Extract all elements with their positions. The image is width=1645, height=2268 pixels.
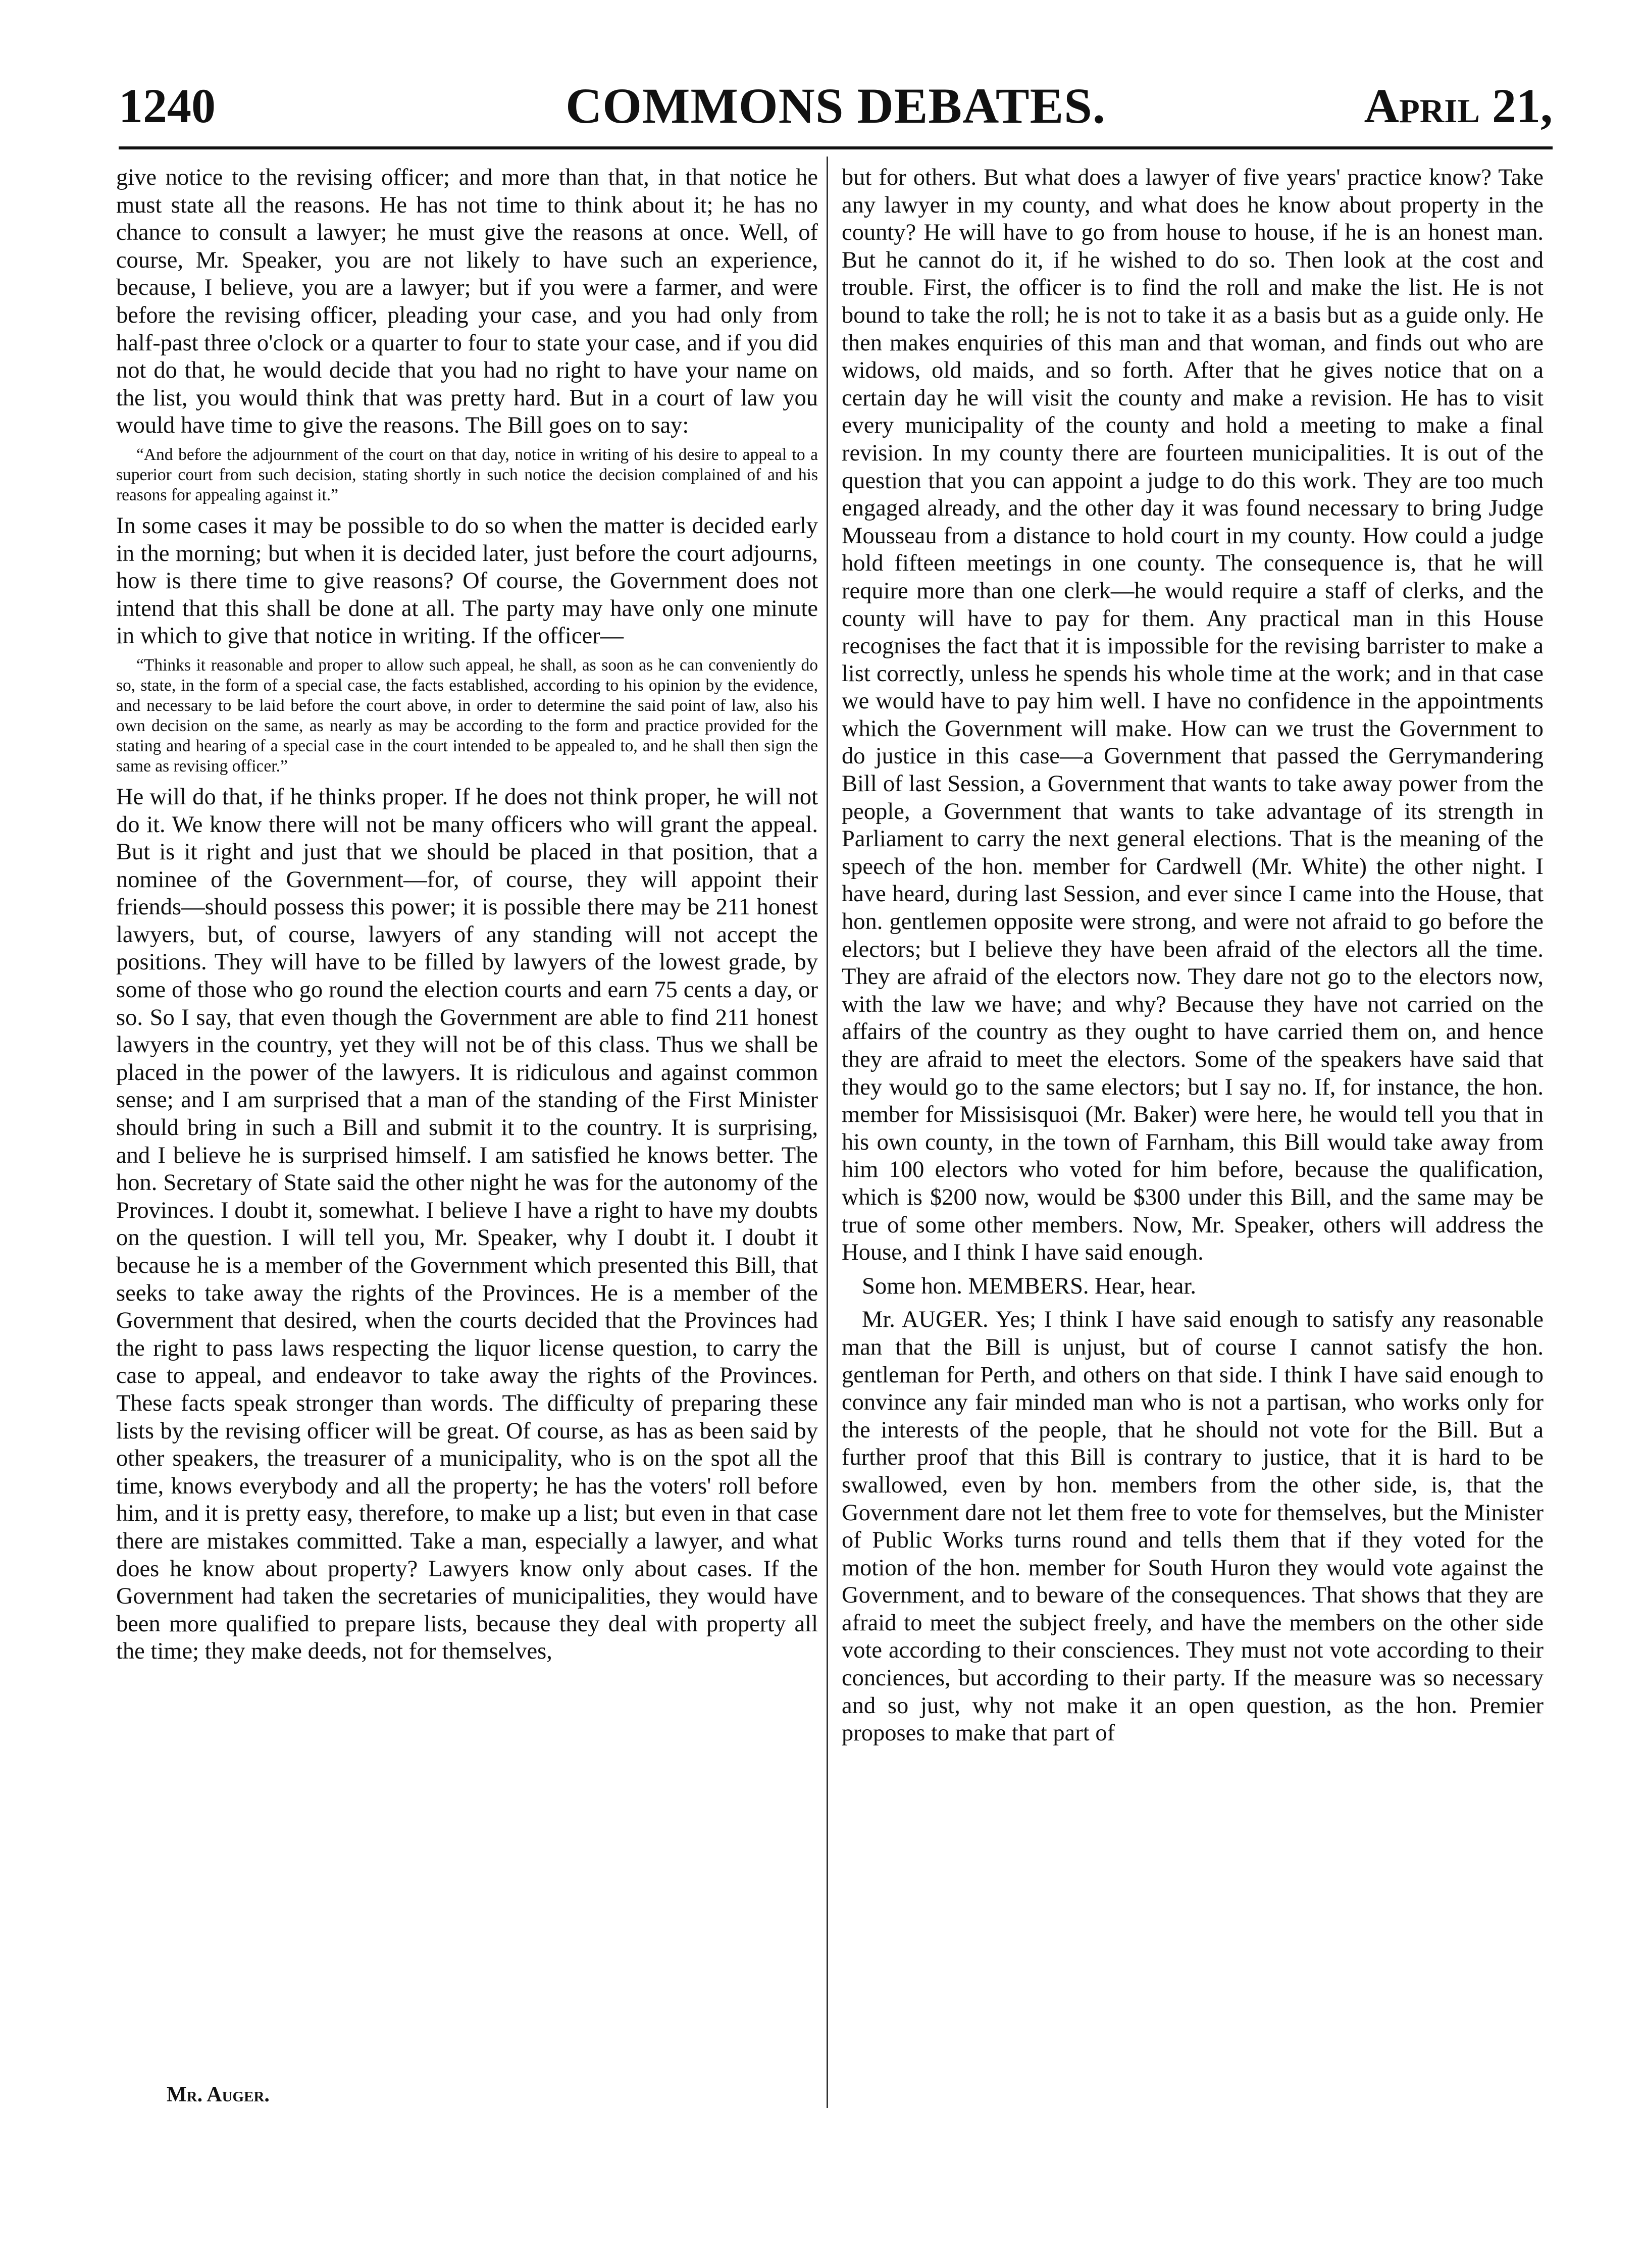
quoted-clause: “And before the adjournment of the court on that day, notice in writing of his desire to appeal to a superior court from such decision, stating shortly in such notice the decision complained of and his reasons for appealing against it.”: [116, 445, 818, 504]
interjection: Some hon. MEMBERS. Hear, hear.: [862, 1273, 1196, 1299]
publication-title: COMMONS DEBATES.: [566, 78, 1106, 134]
right-column: [842, 164, 1544, 1747]
quoted-clause: “Thinks it reasonable and proper to allow such appeal, he shall, as soon as he can conveniently do so, state, in the form of a special case, the facts established, according to his opinion by the evidence, and necessary to be laid before the court above, in order to determine the said point of law, also his own decision on the same, as nearly as may be according to the form and practice provided for the stating and hearing of a special case in the court intended to be appealed to, and he shall then sign the same as revising officer.”: [116, 655, 818, 776]
page-date: April 21,: [1364, 79, 1553, 133]
column-divider: [827, 157, 828, 2108]
paragraph: In some cases it may be possible to do so when the matter is decided early in the morning; but when it is decided later, just before the court adjourns, how is there time to give reasons? Of course, the Government does not intend that this shall be done at all. The party may have only one minute in which to give that notice in writing. If the officer—: [116, 512, 818, 649]
page-header: [119, 76, 1553, 136]
paragraph: Mr. AUGER. Yes; I think I have said enough to satisfy any reasonable man that the Bill is unjust, but of course I cannot satisfy the hon. gentleman for Perth, and others on that side. I think I have said enough to convince any fair minded man who is not a partisan, who works only for the interests of the people, that he should not vote for the Bill. But a further proof that this Bill is contrary to justice, that it is hard to be swallowed, even by hon. members from the other side, is, that the Government dare not let them free to vote for themselves, but the Minister of Public Works turns round and tells them that if they voted for the motion of the hon. member for South Huron they would vote against the Government, and to beware of the consequences. That shows that they are afraid to meet the subject freely, and have the members on the other side vote according to their consciences. They must not vote according to their conciences, but according to their party. If the measure was so necessary and so just, why not make it an open question, as the hon. Premier proposes to make that part of: [842, 1307, 1544, 1746]
page-number: 1240: [119, 79, 216, 133]
paragraph: but for others. But what does a lawyer of five years' practice know? Take any lawyer in my county, and what does he know about property in the county? He will have to go from house to house, if he is an honest man. But he cannot do it, if he wished to do so. Then look at the cost and trouble. First, the officer is to find the roll and make the list. He is not bound to take the roll; he is not to take it as a basis but as a guide only. He then makes enquiries of this man and that woman, and finds out who are widows, old maids, and so forth. After that he gives notice that on a certain day he will visit the county and make a revision. He has to visit every municipality of the county and hold a meeting to make a final revision. In my county there are fourteen municipalities. It is out of the question that you can appoint a judge to do this work. They are too much engaged already, and the other day it was found necessary to bring Judge Mousseau from a distance to hold court in my county. How could a judge hold fifteen meetings in one county. The consequence is, that he will require more than one clerk—he would require a staff of clerks, and the county will have to pay for them. Any practical man in this House recognises the fact that it is impossible for the revising barrister to make a list correctly, unless he spends his whole time at the work; and in that case we would have to pay him well. I have no confidence in the appointments which the Government will make. How can we trust the Government to do justice in this case—a Government that passed the Gerrymandering Bill of last Session, a Government that wants to take away power from the people, a Government that wants to take advantage of its strength in Parliament to carry the next general elections. That is the meaning of the speech of the hon. member for Cardwell (Mr. White) the other night. I have heard, during last Session, and ever since I came into the House, that hon. gentlemen opposite were strong, and were not afraid to go before the electors; but I believe they have been afraid of the electors all the time. They are afraid of the electors now. They dare not go to the electors now, with the law we have; and why? Because they have not carried on the affairs of the country as they ought to have carried them on, and hence they are afraid to meet the electors. Some of the speakers have said that they would go to the same electors; but I say no. If, for instance, the hon. member for Missisisquoi (Mr. Baker) were here, he would tell you that in his own county, in the town of Farnham, this Bill would take away from him 100 electors who voted for him before, because the qualification, which is $200 now, would be $300 under this Bill, and the same may be true of some other members. Now, Mr. Speaker, others will address the House, and I think I have said enough.: [842, 165, 1544, 1266]
running-footer-speaker: Mr. Auger.: [167, 2083, 270, 2106]
left-column: [116, 164, 818, 1666]
paragraph: give notice to the revising officer; and more than that, in that notice he must state all the reasons. He has not time to think about it; he has no chance to consult a lawyer; he must give the reasons at once. Well, of course, Mr. Speaker, you are not likely to have such an experience, because, I believe, you are a lawyer; but if you were a farmer, and were before the revising officer, pleading your case, and you had only from half-past three o'clock or a quarter to four to state your case, and if you did not do that, he would decide that you had no right to have your name on the list, you would think that was pretty hard. But in a court of law you would have time to give the reasons. The Bill goes on to say:: [116, 165, 818, 439]
paragraph: He will do that, if he thinks proper. If he does not think proper, he will not do it. We know there will not be many officers who will grant the appeal. But is it right and just that we should be placed in that position, that a nominee of the Government—for, of course, they will appoint their friends—should possess this power; it is possible there may be 211 honest lawyers, but, of course, lawyers of any standing will not accept the positions. They will have to be filled by lawyers of the lowest grade, by some of those who go round the election courts and earn 75 cents a day, or so. So I say, that even though the Government are able to find 211 honest lawyers in the country, yet they will not be of this class. Thus we shall be placed in the power of the lawyers. It is ridiculous and against common sense; and I am surprised that a man of the standing of the First Minister should bring in such a Bill and submit it to the country. It is surprising, and I believe he is surprised himself. I am satisfied he knows better. The hon. Secretary of State said the other night he was for the autonomy of the Provinces. I doubt it, somewhat. I believe I have a right to have my doubts on the question. I will tell you, Mr. Speaker, why I doubt it. I doubt it because he is a member of the Government which presented this Bill, that seeks to take away the rights of the Provinces. He is a member of the Government that desired, when the courts decided that the Provinces had the right to pass laws respecting the liquor license question, to carry the case to appeal, and endeavor to take away the rights of the Provinces. These facts speak stronger than words. The difficulty of preparing these lists by the revising officer will be great. Of course, as has as been said by other speakers, the treasurer of a municipality, who is on the spot all the time, knows everybody and all the property; he has the voters' roll before him, and it is pretty easy, therefore, to make up a list; but even in that case there are mistakes committed. Take a man, especially a lawyer, and what does he know about property? Lawyers know only about cases. If the Government had taken the secretaries of municipalities, they would have been more qualified to prepare lists, because they deal with property all the time; they make deeds, not for themselves,: [116, 784, 818, 1665]
header-rule: [119, 146, 1553, 149]
